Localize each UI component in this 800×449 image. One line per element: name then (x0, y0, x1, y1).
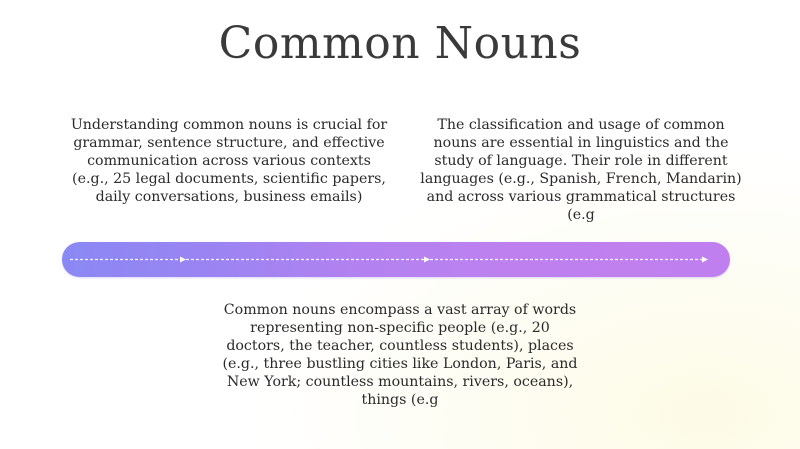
paragraph-right: The classification and usage of common nouns are essential in linguistics and the study of language. Their role in different languages (e.g., Spanish, French, Mandarin) and across various grammatical structures (e.g (420, 117, 742, 223)
arrow-right-icon (424, 257, 430, 263)
timeline-arrows (62, 242, 730, 277)
arrow-right-icon (180, 257, 186, 263)
paragraph-left: Understanding common nouns is crucial for grammar, sentence structure, and effective communication across various contexts (e.g., 25 legal documents, scientific papers, daily conversations, business emails) (70, 117, 388, 205)
timeline-bar (62, 242, 730, 277)
slide-title: Common Nouns (218, 18, 582, 69)
paragraph-bottom: Common nouns encompass a vast array of words representing non-specific people (e.g., 20 doctors, the teacher, countless students), places (e.g., three bustling cities like London, Paris, and New York; countless mountains, rivers, oceans), things (e.g (222, 302, 578, 408)
arrow-right-icon (702, 257, 708, 263)
